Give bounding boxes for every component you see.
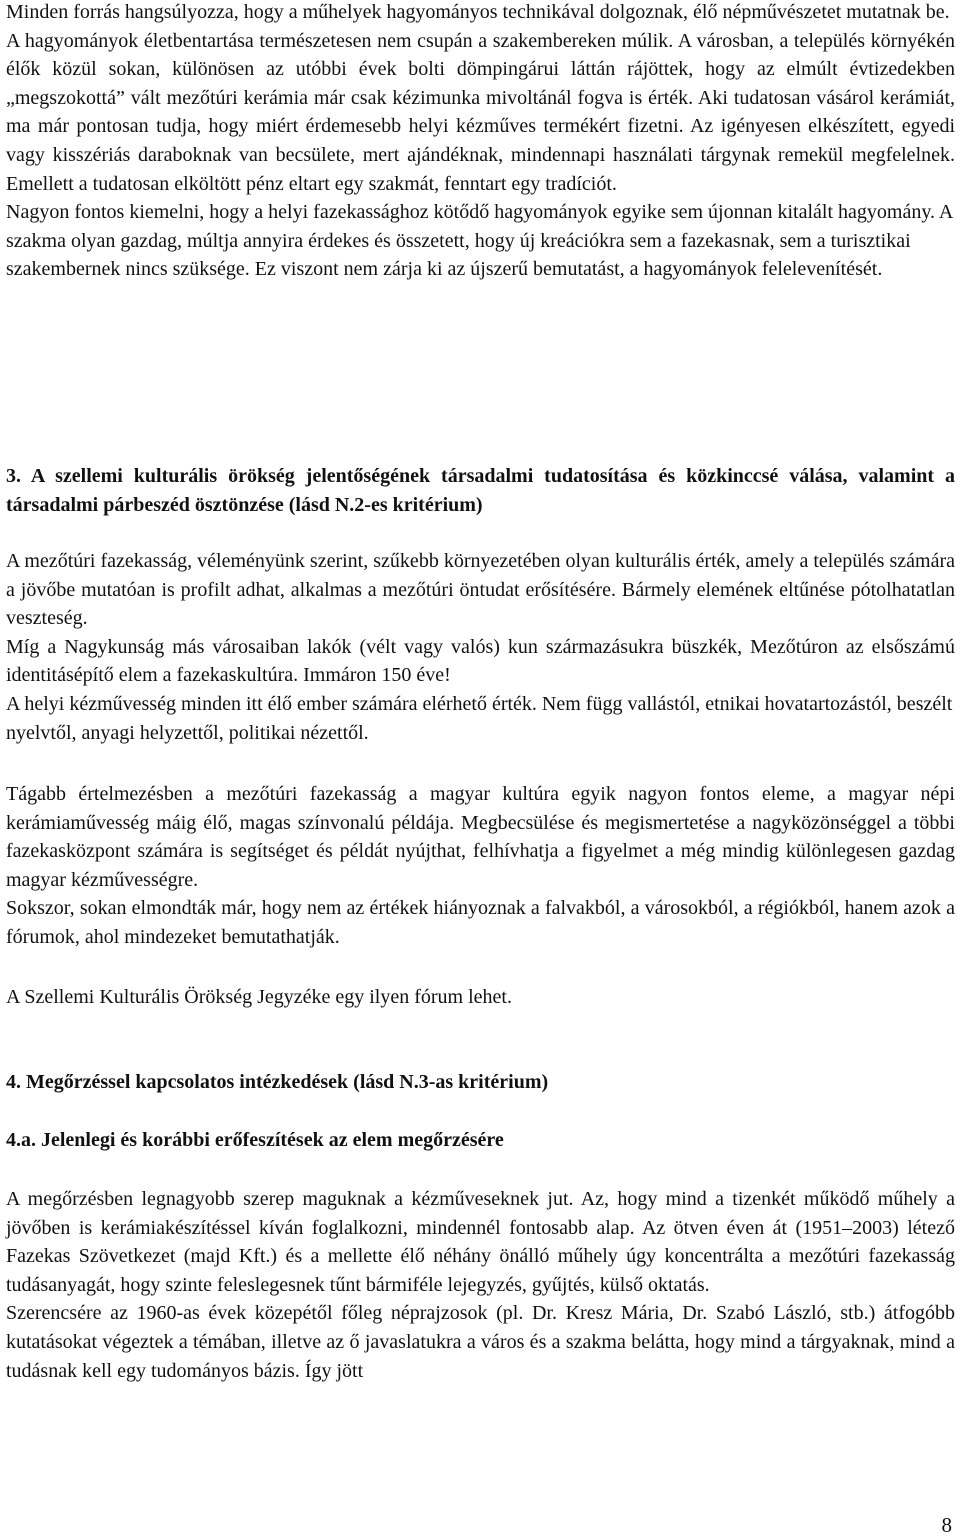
section-4a-subheading: 4.a. Jelenlegi és korábbi erőfeszítések az elem megőrzésére bbox=[6, 1129, 504, 1151]
paragraph: Szerencsére az 1960-as évek közepétől főleg néprajzosok (pl. Dr. Kresz Mária, Dr. Szabó László, stb.) átfogóbb kutatásokat végeztek a témában, illetve az ő javaslatukra a város és a szakma belátta, hogy mind a tárgyaknak, mind a tudásnak kell egy tudományos bázis. Így jött bbox=[6, 1302, 955, 1382]
section-4a-body bbox=[6, 1185, 955, 1385]
paragraph: A mezőtúri fazekasság, véleményünk szerint, szűkebb környezetében olyan kulturális érték, amely a település számára a jövőbe mutatóan is profilt adhat, alkalmas a mezőtúri öntudat erősítésére. Bármely elemének eltűnése pótolhatatlan veszteség. bbox=[6, 550, 955, 630]
section-4 bbox=[6, 1068, 955, 1097]
paragraph: A Szellemi Kulturális Örökség Jegyzéke egy ilyen fórum lehet. bbox=[6, 986, 512, 1008]
page-number: 8 bbox=[941, 1513, 952, 1537]
section-3-body-3 bbox=[6, 983, 955, 1012]
paragraph: Míg a Nagykunság más városaiban lakók (vélt vagy valós) kun származásukra büszkék, Mezőtúron az elsőszámú identitásépítő elem a fazekaskultúra. Immáron 150 éve! bbox=[6, 635, 955, 687]
section-3-body bbox=[6, 547, 955, 747]
section-3 bbox=[6, 462, 955, 519]
paragraph: A helyi kézművesség minden itt élő ember számára elérhető érték. Nem függ vallástól, etnikai hovatartozástól, beszélt nyelvtől, anyagi helyzettől, politikai nézettől. bbox=[6, 692, 953, 744]
paragraph: Minden forrás hangsúlyozza, hogy a műhelyek hagyományos technikával dolgoznak, élő népművészetet mutatnak be. bbox=[6, 1, 950, 23]
paragraph: Sokszor, sokan elmondták már, hogy nem az értékek hiányoznak a falvakból, a városokból, a régiókból, hanem azok a fórumok, ahol mindezeket bemutathatják. bbox=[6, 897, 955, 948]
paragraph: Nagyon fontos kiemelni, hogy a helyi fazekassághoz kötődő hagyományok egyike sem újonnan kitalált hagyomány. A szakma olyan gazdag, múltja annyira érdekes és összetett, hogy új kreációkra sem a fazekasnak, sem a turisztikai szakembernek nincs szüksége. Ez viszont nem zárja ki az újszerű bemutatást, a hagyományok felelevenítését. bbox=[6, 201, 953, 281]
paragraph: A hagyományok életbentartása természetesen nem csupán a szakembereken múlik. A városban, a település környékén élők közül sokan, különösen az utóbbi évek bolti dömpingárui láttán rájöttek, hogy az elmúlt évtizedekben „megszokottá” vált mezőtúri kerámia már csak kézimunka mivoltánál fogva is érték. Aki tudatosan vásárol kerámiát, ma már pontosan tudja, hogy miért érdemesebb helyi kézműves termékért fizetni. Az igényesen elkészített, egyedi vagy kisszériás daraboknak van becsülete, mert ajándéknak, mindennapi használati tárgynak remekül megfelelnek. Emellett a tudatosan elköltött pénz eltart egy szakmát, fenntart egy tradíciót. bbox=[6, 29, 955, 195]
paragraph: A megőrzésben legnagyobb szerep maguknak a kézműveseknek jut. Az, hogy mind a tizenkét működő műhely a jövőben is kerámiakészítéssel kíván foglalkozni, mindennél fontosabb alap. Az ötven éven át (1951–2003) létező Fazekas Szövetkezet (majd Kft.) és a mellette élő néhány önálló műhely úgy koncentrálta a mezőtúri fazekasság tudásanyagát, hogy szinte feleslegesnek tűnt bármiféle lejegyzés, gyűjtés, külső oktatás. bbox=[6, 1188, 955, 1296]
paragraph: Tágabb értelmezésben a mezőtúri fazekasság a magyar kultúra egyik nagyon fontos eleme, a magyar népi kerámiaművesség máig élő, magas színvonalú példája. Megbecsülése és megismertetése a nagyközönséggel a többi fazekasközpont számára is segítséget és példát nyújthat, felhívhatja a figyelmet a még mindig különlegesen gazdag magyar kézművességre. bbox=[6, 783, 955, 891]
section-4-heading: 4. Megőrzéssel kapcsolatos intézkedések (lásd N.3-as kritérium) bbox=[6, 1071, 549, 1093]
section-3-body-2 bbox=[6, 780, 955, 952]
intro-block bbox=[6, 0, 955, 284]
section-3-heading: 3. A szellemi kulturális örökség jelentőségének társadalmi tudatosítása és közkinccsé válása, valamint a társadalmi párbeszéd ösztönzése (lásd N.2-es kritérium) bbox=[6, 465, 955, 516]
section-4a bbox=[6, 1126, 955, 1155]
